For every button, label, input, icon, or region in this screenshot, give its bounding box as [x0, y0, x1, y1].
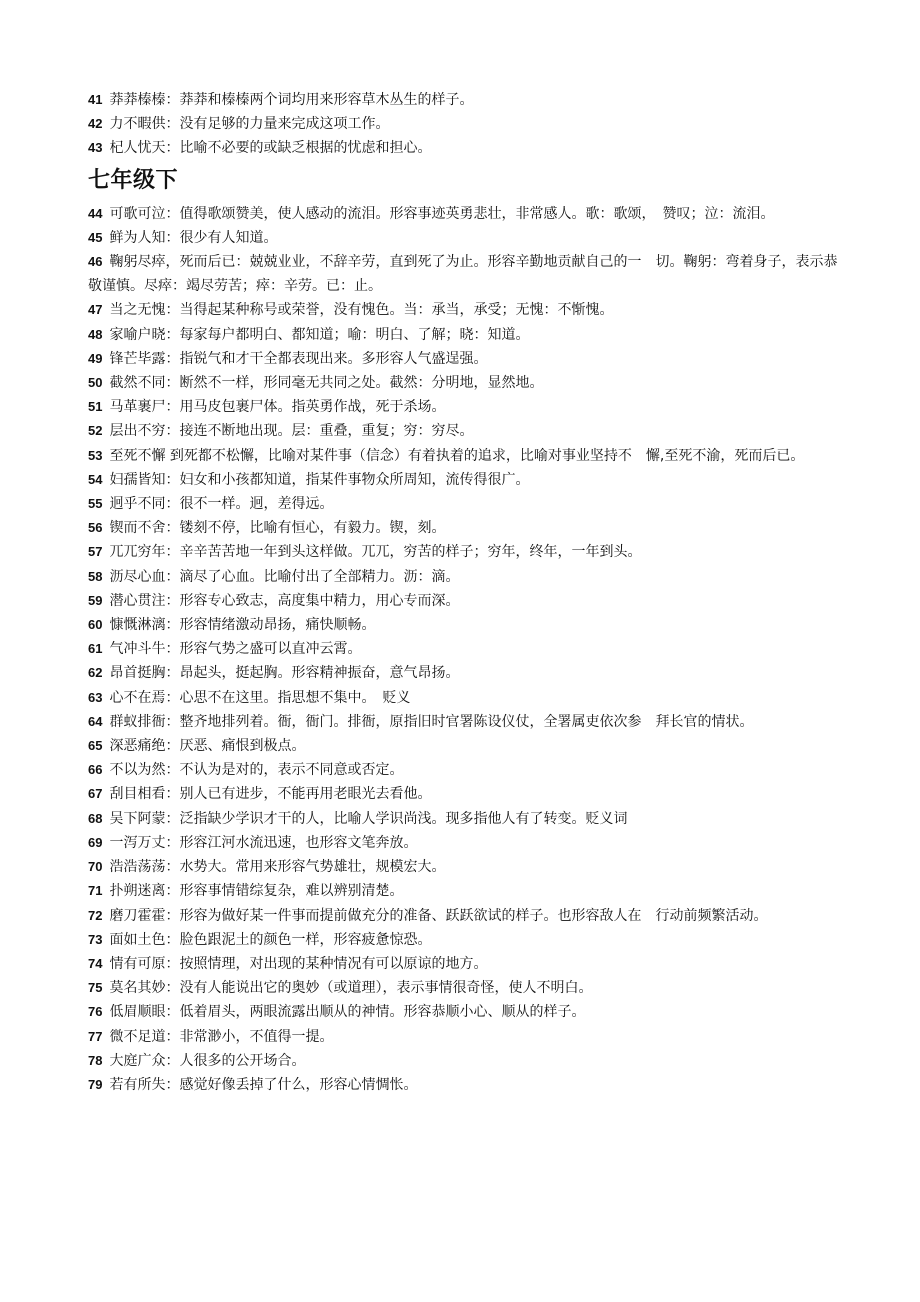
entry-number: 70 [88, 859, 103, 875]
document-page [88, 88, 848, 1097]
entry-text: 迥乎不同：很不一样。迥，差得远。 [109, 496, 334, 513]
entry-number: 71 [88, 883, 103, 899]
idiom-entry [88, 589, 848, 613]
entry-text: 昂首挺胸：昂起头，挺起胸。形容精神振奋，意气昂扬。 [109, 665, 460, 682]
idiom-entry [88, 136, 848, 160]
idiom-entry [88, 734, 848, 758]
idiom-entry [88, 1073, 848, 1097]
entry-text: 扑朔迷离：形容事情错综复杂，难以辨别清楚。 [109, 883, 404, 900]
entry-number: 67 [88, 786, 103, 802]
idiom-entry [88, 112, 848, 136]
entry-text: 马革裹尸：用马皮包裹尸体。指英勇作战，死于杀场。 [109, 399, 446, 416]
entry-text: 吴下阿蒙：泛指缺少学识才干的人，比喻人学识尚浅。现多指他人有了转变。贬义词 [109, 810, 628, 827]
idiom-entry [88, 444, 848, 468]
entry-text: 不以为然：不认为是对的，表示不同意或否定。 [109, 762, 404, 779]
idiom-entry [88, 492, 848, 516]
entry-number: 47 [88, 302, 103, 318]
idiom-entry [88, 1000, 848, 1024]
entry-text: 兀兀穷年：辛辛苦苦地一年到头这样做。兀兀，穷苦的样子；穷年，终年，一年到头。 [109, 544, 642, 561]
idiom-entry [88, 855, 848, 879]
idiom-entry [88, 1049, 848, 1073]
entry-number: 54 [88, 471, 103, 487]
entry-number: 49 [88, 350, 103, 366]
entry-text: 当之无愧：当得起某种称号或荣誉，没有愧色。当：承当，承受；无愧：不惭愧。 [109, 302, 614, 319]
idiom-entry [88, 250, 848, 298]
entry-number: 60 [88, 617, 103, 633]
idiom-entry [88, 298, 848, 322]
entry-list-main [88, 202, 848, 1098]
idiom-entry [88, 686, 848, 710]
entry-number: 74 [88, 955, 103, 971]
entry-number: 66 [88, 762, 103, 778]
entry-text: 鲜为人知：很少有人知道。 [109, 229, 278, 246]
idiom-entry [88, 879, 848, 903]
entry-text: 大庭广众：人很多的公开场合。 [109, 1052, 306, 1069]
entry-number: 62 [88, 665, 103, 681]
entry-text: 可歌可泣：值得歌颂赞美，使人感动的流泪。形容事迹英勇悲壮，非常感人。歌：歌颂， 赞叹；泣：流泪。 [109, 205, 775, 222]
idiom-entry [88, 904, 848, 928]
entry-number: 73 [88, 931, 103, 947]
entry-text: 刮目相看：别人已有进步，不能再用老眼光去看他。 [109, 786, 432, 803]
entry-list-top [88, 88, 848, 161]
entry-number: 50 [88, 375, 103, 391]
idiom-entry [88, 516, 848, 540]
entry-text: 浩浩荡荡：水势大。常用来形容气势雄壮，规模宏大。 [109, 859, 446, 876]
entry-text: 微不足道：非常渺小，不值得一提。 [109, 1028, 334, 1045]
entry-text: 锲而不舍：镂刻不停，比喻有恒心，有毅力。锲，刻。 [109, 520, 446, 537]
entry-text: 心不在焉：心思不在这里。指思想不集中。 贬义 [109, 689, 411, 706]
idiom-entry [88, 226, 848, 250]
idiom-entry [88, 371, 848, 395]
entry-text: 群蚁排衙：整齐地排列着。衙，衙门。排衙，原指旧时官署陈设仪仗，全署属吏依次参 拜长官的情状。 [109, 713, 754, 730]
entry-text: 低眉顺眼：低着眉头，两眼流露出顺从的神情。形容恭顺小心、顺从的样子。 [109, 1004, 586, 1021]
entry-number: 53 [88, 447, 103, 463]
entry-number: 78 [88, 1052, 103, 1068]
entry-text: 莫名其妙：没有人能说出它的奥妙（或道理），表示事情很奇怪，使人不明白。 [109, 980, 593, 997]
entry-text: 一泻万丈：形容江河水流迅速，也形容文笔奔放。 [109, 834, 418, 851]
entry-number: 51 [88, 399, 103, 415]
entry-number: 58 [88, 568, 103, 584]
idiom-entry [88, 758, 848, 782]
idiom-entry [88, 565, 848, 589]
entry-text: 若有所失：感觉好像丢掉了什么，形容心情惆怅。 [109, 1076, 418, 1093]
entry-text: 家喻户晓：每家每户都明白、都知道；喻：明白、了解；晓：知道。 [109, 326, 530, 343]
idiom-entry [88, 468, 848, 492]
entry-text: 潜心贯注：形容专心致志，高度集中精力，用心专而深。 [109, 592, 460, 609]
entry-text: 层出不穷：接连不断地出现。层：重叠，重复；穷：穷尽。 [109, 423, 474, 440]
entry-number: 61 [88, 641, 103, 657]
entry-number: 52 [88, 423, 103, 439]
idiom-entry [88, 807, 848, 831]
entry-number: 68 [88, 810, 103, 826]
entry-number: 59 [88, 592, 103, 608]
section-title: 七年级下 [88, 167, 179, 193]
entry-number: 65 [88, 738, 103, 754]
entry-number: 42 [88, 116, 103, 132]
entry-number: 41 [88, 92, 103, 107]
entry-number: 77 [88, 1028, 103, 1044]
idiom-entry [88, 831, 848, 855]
idiom-entry [88, 976, 848, 1000]
entry-number: 56 [88, 520, 103, 536]
entry-number: 55 [88, 496, 103, 512]
idiom-entry [88, 661, 848, 685]
entry-text: 磨刀霍霍：形容为做好某一件事而提前做充分的准备、跃跃欲试的样子。也形容敌人在 行动前频繁活动。 [109, 907, 768, 924]
entry-text: 慷慨淋漓：形容情绪激动昂扬，痛快顺畅。 [109, 617, 376, 634]
idiom-entry [88, 782, 848, 806]
idiom-entry [88, 613, 848, 637]
entry-text: 杞人忧天：比喻不必要的或缺乏根据的忧虑和担心。 [109, 140, 432, 157]
entry-text: 锋芒毕露：指锐气和才干全都表现出来。多形容人气盛逞强。 [109, 350, 488, 367]
idiom-entry [88, 323, 848, 347]
entry-text: 妇孺皆知：妇女和小孩都知道，指某件事物众所周知，流传得很广。 [109, 471, 530, 488]
entry-number: 79 [88, 1076, 103, 1092]
idiom-entry [88, 88, 848, 112]
entry-number: 69 [88, 834, 103, 850]
entry-text: 气冲斗牛：形容气势之盛可以直冲云霄。 [109, 641, 362, 658]
entry-text: 莽莽榛榛：莽莽和榛榛两个词均用来形容草木丛生的样子。 [109, 92, 474, 108]
entry-number: 46 [88, 254, 103, 270]
entry-number: 75 [88, 980, 103, 996]
entry-text: 鞠躬尽瘁，死而后已：兢兢业业，不辞辛劳，直到死了为止。形容辛勤地贡献自己的一 切。鞠躬：弯着身子，表示恭敬谨慎。尽瘁：竭尽劳苦；瘁：辛劳。已：止。 [88, 254, 838, 295]
entry-number: 45 [88, 229, 103, 245]
idiom-entry [88, 202, 848, 226]
entry-text: 沥尽心血：滴尽了心血。比喻付出了全部精力。沥：滴。 [109, 568, 460, 585]
idiom-entry [88, 347, 848, 371]
entry-number: 63 [88, 689, 103, 705]
entry-number: 76 [88, 1004, 103, 1020]
idiom-entry [88, 952, 848, 976]
idiom-entry [88, 928, 848, 952]
entry-number: 48 [88, 326, 103, 342]
entry-number: 43 [88, 140, 103, 156]
entry-text: 深恶痛绝：厌恶、痛恨到极点。 [109, 738, 306, 755]
idiom-entry [88, 395, 848, 419]
entry-text: 力不暇供：没有足够的力量来完成这项工作。 [109, 116, 390, 133]
idiom-entry [88, 710, 848, 734]
entry-text: 情有可原：按照情理，对出现的某种情况有可以原谅的地方。 [109, 955, 488, 972]
idiom-entry [88, 1025, 848, 1049]
entry-number: 57 [88, 544, 103, 560]
entry-number: 72 [88, 907, 103, 923]
entry-number: 64 [88, 713, 103, 729]
idiom-entry [88, 419, 848, 443]
entry-text: 面如土色：脸色跟泥土的颜色一样，形容疲惫惊恐。 [109, 931, 432, 948]
entry-text: 至死不懈 到死都不松懈，比喻对某件事（信念）有着执着的追求，比喻对事业坚持不 懈,至死不渝，死而后已。 [109, 447, 805, 464]
entry-number: 44 [88, 205, 103, 221]
entry-text: 截然不同：断然不一样，形同毫无共同之处。截然：分明地，显然地。 [109, 375, 544, 392]
idiom-entry [88, 540, 848, 564]
idiom-entry [88, 637, 848, 661]
